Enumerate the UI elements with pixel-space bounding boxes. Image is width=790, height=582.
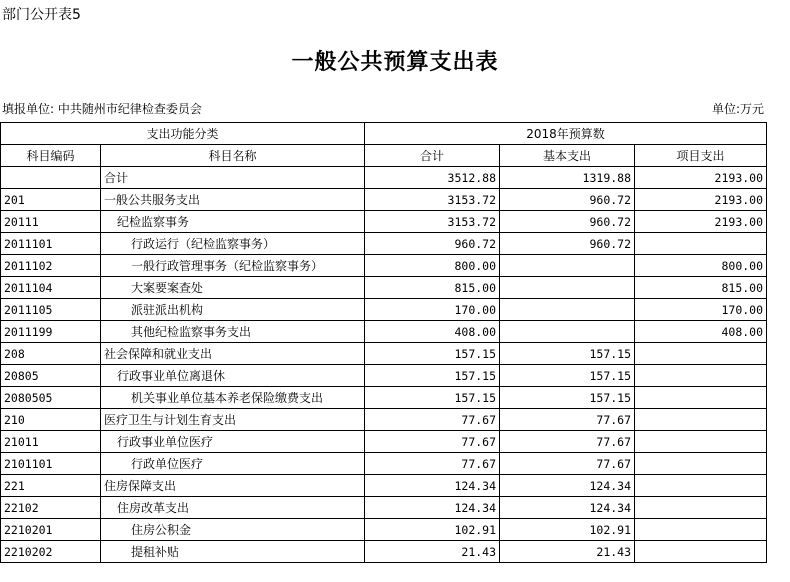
code-cell: 221 xyxy=(1,475,101,497)
name-cell: 行政事业单位医疗 xyxy=(101,431,365,453)
project-cell: 815.00 xyxy=(635,277,767,299)
table-row xyxy=(1,189,767,211)
total-cell: 102.91 xyxy=(365,519,500,541)
basic-cell: 77.67 xyxy=(500,431,635,453)
table-row xyxy=(1,497,767,519)
code-cell: 2210201 xyxy=(1,519,101,541)
code-cell: 2011105 xyxy=(1,299,101,321)
name-cell: 住房改革支出 xyxy=(101,497,365,519)
total-cell: 815.00 xyxy=(365,277,500,299)
total-cell: 157.15 xyxy=(365,343,500,365)
table-row xyxy=(1,453,767,475)
project-cell xyxy=(635,453,767,475)
name-cell: 行政运行（纪检监察事务） xyxy=(101,233,365,255)
name-cell: 其他纪检监察事务支出 xyxy=(101,321,365,343)
document-label: 部门公开表5 xyxy=(2,7,81,23)
name-cell: 社会保障和就业支出 xyxy=(101,343,365,365)
basic-cell: 157.15 xyxy=(500,387,635,409)
total-cell: 124.34 xyxy=(365,497,500,519)
total-cell: 960.72 xyxy=(365,233,500,255)
code-cell: 208 xyxy=(1,343,101,365)
project-cell xyxy=(635,365,767,387)
name-cell: 提租补贴 xyxy=(101,541,365,563)
project-cell xyxy=(635,343,767,365)
table-row xyxy=(1,541,767,563)
project-cell xyxy=(635,475,767,497)
code-cell: 201 xyxy=(1,189,101,211)
table-row xyxy=(1,255,767,277)
code-cell: 20805 xyxy=(1,365,101,387)
basic-cell: 1319.88 xyxy=(500,167,635,189)
basic-cell xyxy=(500,321,635,343)
table-row xyxy=(1,365,767,387)
code-cell: 2210202 xyxy=(1,541,101,563)
basic-cell: 157.15 xyxy=(500,343,635,365)
basic-cell xyxy=(500,255,635,277)
header-project: 项目支出 xyxy=(635,145,767,167)
header-code: 科目编码 xyxy=(1,145,101,167)
total-cell: 170.00 xyxy=(365,299,500,321)
total-cell: 77.67 xyxy=(365,409,500,431)
code-cell: 2101101 xyxy=(1,453,101,475)
project-cell: 2193.00 xyxy=(635,189,767,211)
name-cell: 行政单位医疗 xyxy=(101,453,365,475)
table-row xyxy=(1,387,767,409)
project-cell: 2193.00 xyxy=(635,211,767,233)
code-cell: 20111 xyxy=(1,211,101,233)
project-cell: 170.00 xyxy=(635,299,767,321)
header-function-class: 支出功能分类 xyxy=(1,123,365,145)
total-cell: 3153.72 xyxy=(365,211,500,233)
total-cell: 3512.88 xyxy=(365,167,500,189)
project-cell xyxy=(635,497,767,519)
basic-cell: 157.15 xyxy=(500,365,635,387)
basic-cell: 77.67 xyxy=(500,453,635,475)
name-cell: 住房公积金 xyxy=(101,519,365,541)
total-cell: 157.15 xyxy=(365,387,500,409)
code-cell: 2011199 xyxy=(1,321,101,343)
name-cell: 住房保障支出 xyxy=(101,475,365,497)
basic-cell: 960.72 xyxy=(500,233,635,255)
basic-cell: 124.34 xyxy=(500,497,635,519)
project-cell xyxy=(635,233,767,255)
header-total: 合计 xyxy=(365,145,500,167)
project-cell: 800.00 xyxy=(635,255,767,277)
table-row xyxy=(1,211,767,233)
budget-table xyxy=(0,122,767,563)
total-cell: 77.67 xyxy=(365,453,500,475)
project-cell xyxy=(635,409,767,431)
project-cell: 408.00 xyxy=(635,321,767,343)
code-cell: 210 xyxy=(1,409,101,431)
table-row xyxy=(1,277,767,299)
table-row xyxy=(1,431,767,453)
total-cell: 3153.72 xyxy=(365,189,500,211)
name-cell: 一般公共服务支出 xyxy=(101,189,365,211)
table-row xyxy=(1,409,767,431)
total-cell: 157.15 xyxy=(365,365,500,387)
page-title: 一般公共预算支出表 xyxy=(291,49,499,75)
code-cell: 2011102 xyxy=(1,255,101,277)
code-cell: 2011101 xyxy=(1,233,101,255)
table-row xyxy=(1,299,767,321)
code-cell xyxy=(1,167,101,189)
project-cell xyxy=(635,541,767,563)
table-row xyxy=(1,343,767,365)
header-basic: 基本支出 xyxy=(500,145,635,167)
table-row xyxy=(1,519,767,541)
reporting-unit: 填报单位: 中共随州市纪律检查委员会 xyxy=(2,102,202,116)
code-cell: 2080505 xyxy=(1,387,101,409)
basic-cell: 102.91 xyxy=(500,519,635,541)
total-cell: 124.34 xyxy=(365,475,500,497)
name-cell: 合计 xyxy=(101,167,365,189)
currency-unit: 单位:万元 xyxy=(711,102,764,116)
header-name: 科目名称 xyxy=(101,145,365,167)
code-cell: 22102 xyxy=(1,497,101,519)
basic-cell xyxy=(500,299,635,321)
basic-cell: 21.43 xyxy=(500,541,635,563)
project-cell xyxy=(635,387,767,409)
name-cell: 纪检监察事务 xyxy=(101,211,365,233)
code-cell: 2011104 xyxy=(1,277,101,299)
table-row xyxy=(1,233,767,255)
total-cell: 408.00 xyxy=(365,321,500,343)
basic-cell: 960.72 xyxy=(500,189,635,211)
table-row xyxy=(1,321,767,343)
total-cell: 21.43 xyxy=(365,541,500,563)
header-row-group xyxy=(1,123,767,145)
basic-cell: 124.34 xyxy=(500,475,635,497)
total-cell: 77.67 xyxy=(365,431,500,453)
project-cell xyxy=(635,519,767,541)
total-cell: 800.00 xyxy=(365,255,500,277)
name-cell: 派驻派出机构 xyxy=(101,299,365,321)
name-cell: 一般行政管理事务（纪检监察事务） xyxy=(101,255,365,277)
code-cell: 21011 xyxy=(1,431,101,453)
project-cell: 2193.00 xyxy=(635,167,767,189)
name-cell: 医疗卫生与计划生育支出 xyxy=(101,409,365,431)
table-row xyxy=(1,167,767,189)
basic-cell xyxy=(500,277,635,299)
table-row xyxy=(1,475,767,497)
name-cell: 大案要案查处 xyxy=(101,277,365,299)
name-cell: 机关事业单位基本养老保险缴费支出 xyxy=(101,387,365,409)
table-body xyxy=(1,167,767,563)
name-cell: 行政事业单位离退休 xyxy=(101,365,365,387)
basic-cell: 960.72 xyxy=(500,211,635,233)
project-cell xyxy=(635,431,767,453)
basic-cell: 77.67 xyxy=(500,409,635,431)
header-row-columns xyxy=(1,145,767,167)
header-year-budget: 2018年预算数 xyxy=(365,123,767,145)
